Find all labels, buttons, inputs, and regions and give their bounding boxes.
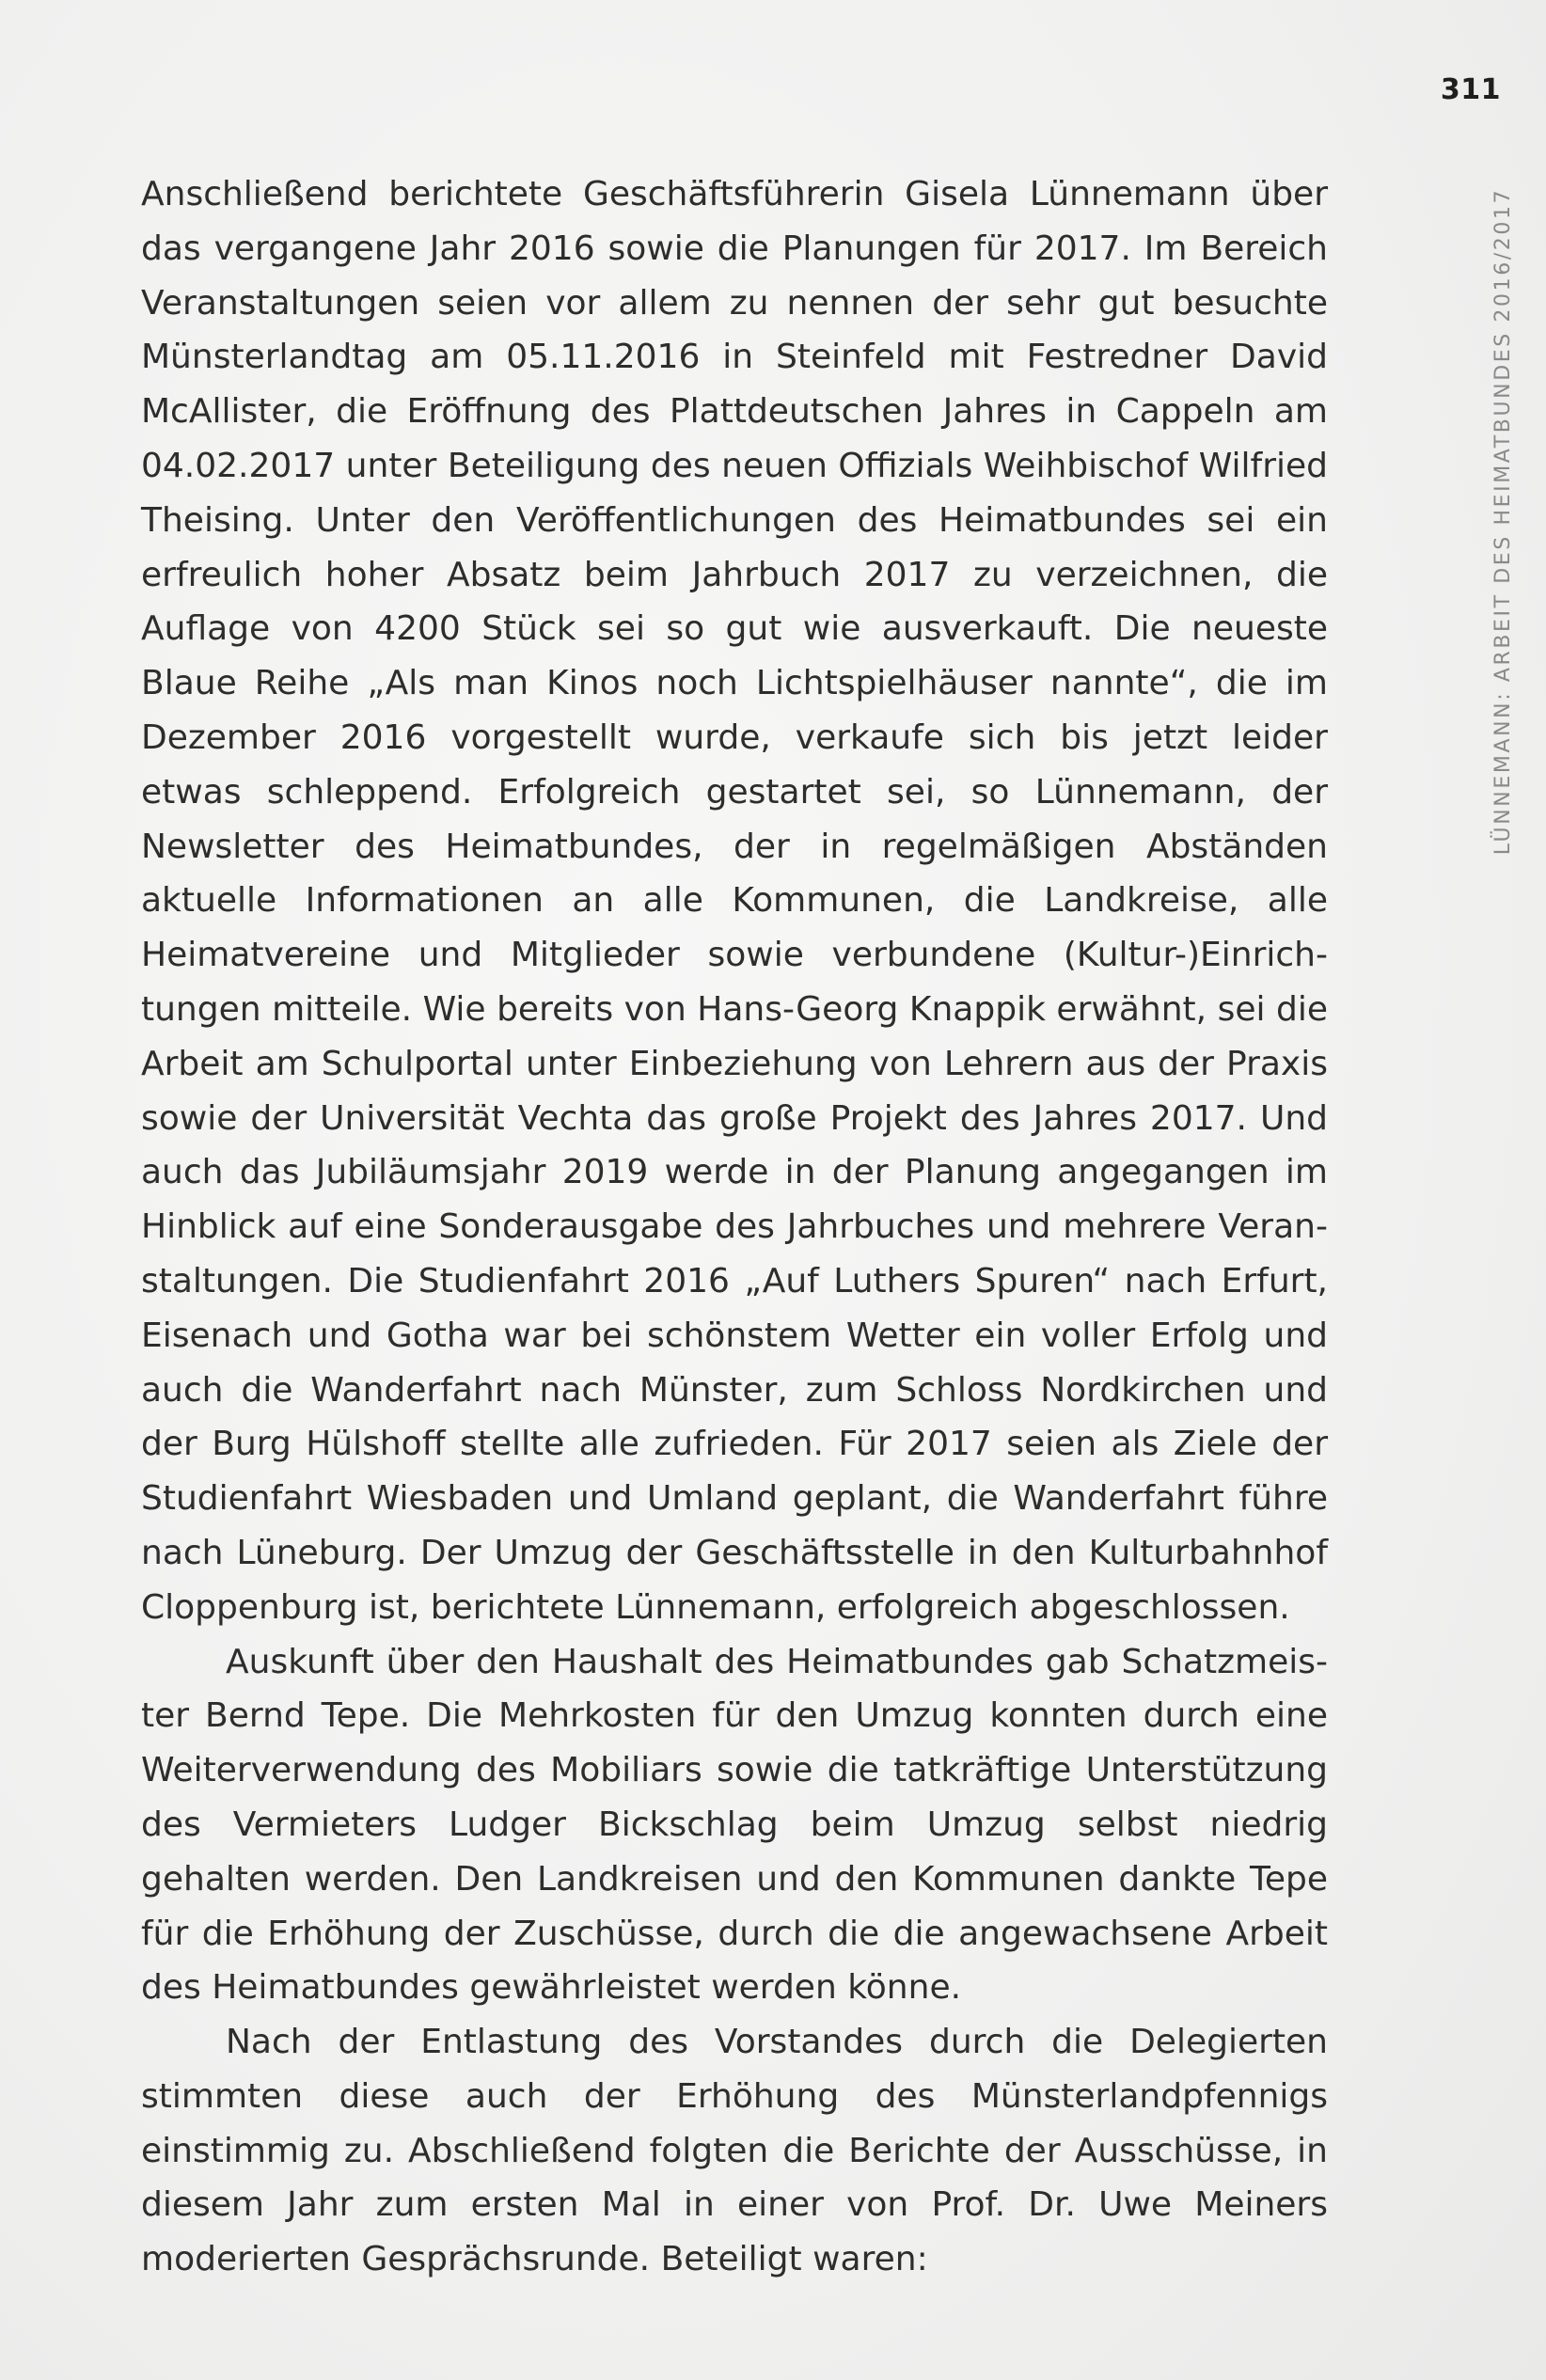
running-head — [1489, 154, 1519, 888]
paragraph-report: Anschließend berichtete Geschäftsführerin Gisela Lünnemann über das vergangene Jahr 2016 sowie die Planungen für 2017. Im Bereich Veranstaltungen seien vor allem zu nennen der sehr gut besuchte Münsterlandtag am 05.11.2016 in Steinfeld mit Festredner David McAllister, die Eröffnung des Plattdeutschen Jahres in Cappeln am 04.02.2017 unter Beteiligung des neuen Offizials Weihbischof Wilfried Theising. Unter den Veröffentlichungen des Heimatbundes sei ein erfreulich hoher Absatz beim Jahrbuch 2017 zu verzeichnen, die Auflage von 4200 Stück sei so gut wie ausverkauft. Die neueste Blaue Reihe „Als man Kinos noch Lichtspielhäuser nannte“, die im Dezember 2016 vorgestellt wurde, verkaufe sich bis jetzt leider etwas schleppend. Erfolgreich gestartet sei, so Lünnemann, der Newsletter des Heimatbundes, der in regelmäßigen Abständen aktuelle Informationen an alle Kommunen, die Landkreise, alle Heimatvereine und Mitglieder sowie verbundene (Kultur-)Einrichtungen mitteile. Wie bereits von Hans-Georg Knappik erwähnt, sei die Arbeit am Schulportal unter Einbeziehung von Lehrern aus der Praxis sowie der Universität Vechta das große Projekt des Jahres 2017. Und auch das Jubiläumsjahr 2019 werde in der Planung angegangen im Hinblick auf eine Sonderausgabe des Jahrbuches und mehrere Veranstaltungen. Die Studienfahrt 2016 „Auf Luthers Spuren“ nach Erfurt, Eisenach und Gotha war bei schönstem Wetter ein voller Erfolg und auch die Wanderfahrt nach Münster, zum Schloss Nordkirchen und der Burg Hülshoff stellte alle zufrieden. Für 2017 seien als Ziele der Studienfahrt Wiesbaden und Umland geplant, die Wanderfahrt führe nach Lüneburg. Der Umzug der Geschäftsstelle in den Kulturbahnhof Cloppenburg ist, berichtete Lünnemann, erfolgreich abgeschlossen. — [141, 175, 1328, 1627]
page-number: 311 — [1440, 73, 1501, 106]
running-head-text: LÜNNEMANN: ARBEIT DES HEIMATBUNDES 2016/2017 — [1491, 187, 1516, 855]
paragraph-budget: Auskunft über den Haushalt des Heimatbundes gab Schatzmeister Bernd Tepe. Die Mehrkosten für den Umzug konnten durch eine Weiterverwendung des Mobiliars sowie die tatkräftige Unterstützung des Vermieters Ludger Bickschlag beim Umzug selbst niedrig gehalten werden. Den Landkreisen und den Kommunen dankte Tepe für die Erhöhung der Zuschüsse, durch die die angewachsene Arbeit des Heimatbundes gewährleistet werden könne. — [141, 1642, 1328, 2008]
body-text — [141, 167, 1328, 2287]
paragraph-committees: Nach der Entlastung des Vorstandes durch die Delegierten stimmten diese auch der Erhöhung des Münsterlandpfennigs einstimmig zu. Abschließend folgten die Berichte der Ausschüsse, in diesem Jahr zum ersten Mal in einer von Prof. Dr. Uwe Meiners moderierten Gesprächsrunde. Beteiligt waren: — [141, 2023, 1328, 2279]
